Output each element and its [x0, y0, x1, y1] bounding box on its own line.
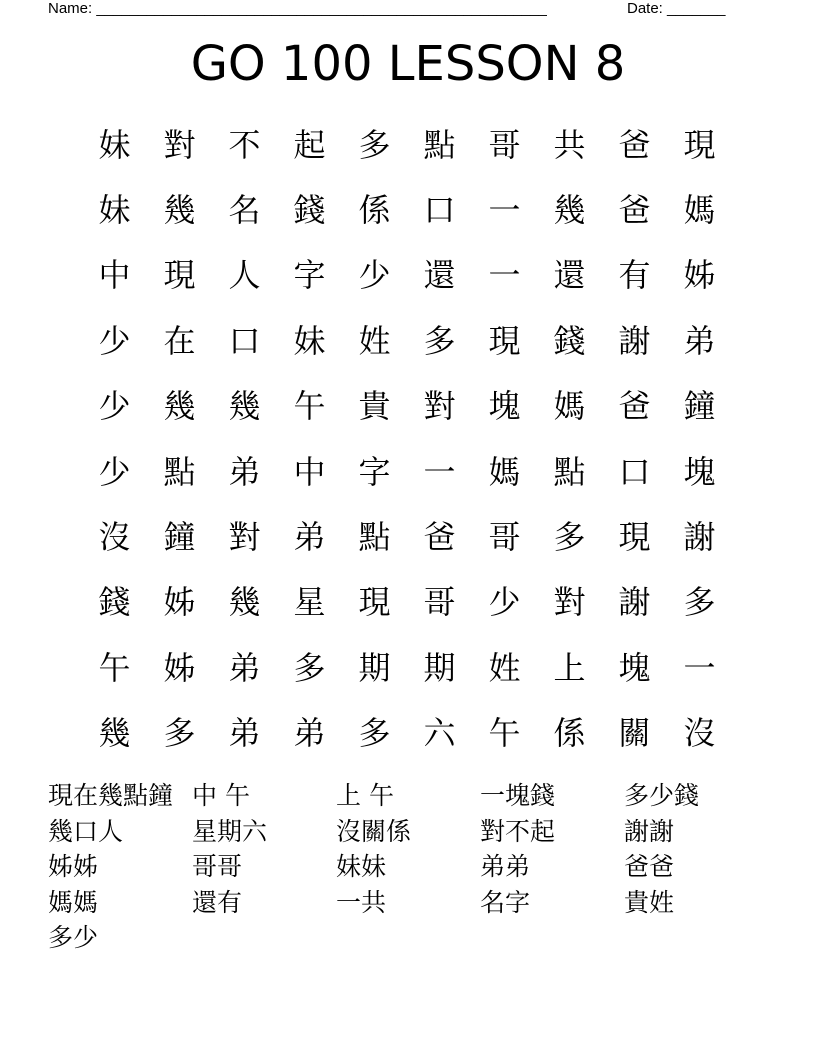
grid-cell: 謝	[618, 583, 651, 622]
word-list-item: 一共	[336, 887, 387, 917]
grid-cell: 弟	[228, 648, 261, 687]
grid-cell: 錢	[293, 191, 326, 230]
grid-cell: 弟	[293, 714, 326, 753]
grid-cell: 對	[163, 125, 196, 164]
word-list-item: 妹妹	[336, 852, 387, 882]
grid-cell: 錢	[98, 583, 131, 622]
grid-cell: 姓	[358, 321, 391, 360]
word-list	[48, 778, 768, 956]
grid-cell: 對	[553, 583, 586, 622]
grid-cell: 媽	[488, 452, 521, 491]
word-list-item: 現在幾點鐘	[48, 781, 174, 810]
grid-cell: 午	[488, 714, 521, 753]
grid-cell: 鐘	[163, 518, 196, 557]
grid-cell: 幾	[163, 191, 196, 230]
grid-cell: 字	[358, 452, 391, 491]
grid-cell: 姊	[683, 256, 716, 295]
grid-cell: 一	[423, 452, 456, 491]
word-list-item: 星期六	[192, 816, 268, 846]
date-field-label: Date: _______	[627, 0, 726, 17]
grid-cell: 口	[423, 191, 456, 230]
grid-cell: 現	[683, 125, 716, 164]
grid-cell: 錢	[553, 321, 586, 360]
grid-row	[82, 635, 732, 700]
grid-cell: 對	[228, 518, 261, 557]
word-list-item: 還有	[192, 887, 243, 917]
grid-cell: 媽	[683, 191, 716, 230]
grid-cell: 妹	[98, 125, 131, 164]
grid-cell: 午	[293, 387, 326, 426]
grid-cell: 人	[228, 256, 261, 295]
grid-cell: 沒	[683, 714, 716, 753]
grid-cell: 多	[358, 714, 391, 753]
grid-row	[82, 308, 732, 373]
grid-cell: 共	[553, 125, 586, 164]
word-list-item: 弟弟	[480, 852, 531, 882]
grid-cell: 關	[618, 714, 651, 753]
grid-cell: 中	[98, 256, 131, 295]
grid-cell: 少	[358, 256, 391, 295]
grid-row	[82, 243, 732, 308]
grid-cell: 多	[358, 125, 391, 164]
grid-cell: 中	[293, 452, 326, 491]
grid-cell: 係	[358, 191, 391, 230]
grid-cell: 午	[98, 648, 131, 687]
grid-cell: 爸	[423, 518, 456, 557]
grid-cell: 幾	[228, 583, 261, 622]
word-list-item: 名字	[480, 887, 531, 917]
word-list-item: 多少	[48, 923, 99, 953]
grid-cell: 姊	[163, 583, 196, 622]
grid-cell: 多	[553, 518, 586, 557]
grid-cell: 哥	[488, 125, 521, 164]
grid-cell: 爸	[618, 125, 651, 164]
grid-cell: 一	[488, 191, 521, 230]
grid-row	[82, 374, 732, 439]
grid-cell: 有	[618, 256, 651, 295]
grid-cell: 係	[553, 714, 586, 753]
word-search-grid	[82, 112, 732, 766]
grid-cell: 爸	[618, 387, 651, 426]
word-list-item: 姊姊	[48, 852, 99, 882]
grid-cell: 姊	[163, 648, 196, 687]
grid-cell: 少	[98, 452, 131, 491]
grid-cell: 上	[553, 648, 586, 687]
word-list-item: 媽媽	[48, 887, 99, 917]
word-list-item: 對不起	[480, 816, 556, 846]
grid-cell: 多	[293, 648, 326, 687]
grid-cell: 現	[163, 256, 196, 295]
grid-cell: 謝	[683, 518, 716, 557]
grid-row	[82, 112, 732, 177]
grid-cell: 妹	[293, 321, 326, 360]
grid-cell: 幾	[228, 387, 261, 426]
word-list-item: 多少錢	[624, 781, 700, 810]
grid-cell: 現	[488, 321, 521, 360]
grid-cell: 弟	[293, 518, 326, 557]
grid-cell: 少	[488, 583, 521, 622]
grid-cell: 多	[163, 714, 196, 753]
grid-cell: 姓	[488, 648, 521, 687]
word-list-item: 貴姓	[624, 887, 675, 917]
grid-cell: 貴	[358, 387, 391, 426]
grid-cell: 妹	[98, 191, 131, 230]
grid-cell: 沒	[98, 518, 131, 557]
grid-cell: 還	[553, 256, 586, 295]
grid-cell: 不	[228, 125, 261, 164]
header-line	[48, 0, 748, 20]
grid-row	[82, 701, 732, 766]
grid-cell: 鐘	[683, 387, 716, 426]
grid-cell: 口	[618, 452, 651, 491]
grid-cell: 起	[293, 125, 326, 164]
grid-cell: 還	[423, 256, 456, 295]
grid-cell: 現	[358, 583, 391, 622]
grid-cell: 哥	[423, 583, 456, 622]
grid-cell: 塊	[683, 452, 716, 491]
grid-cell: 點	[163, 452, 196, 491]
grid-cell: 名	[228, 191, 261, 230]
grid-cell: 弟	[228, 714, 261, 753]
grid-cell: 星	[293, 583, 326, 622]
word-list-item: 一塊錢	[480, 781, 556, 810]
grid-cell: 對	[423, 387, 456, 426]
grid-row	[82, 439, 732, 504]
grid-cell: 口	[228, 321, 261, 360]
word-list-item: 中 午	[192, 781, 250, 810]
grid-cell: 少	[98, 387, 131, 426]
grid-cell: 謝	[618, 321, 651, 360]
grid-cell: 多	[683, 583, 716, 622]
grid-cell: 期	[358, 648, 391, 687]
grid-cell: 字	[293, 256, 326, 295]
grid-cell: 現	[618, 518, 651, 557]
grid-row	[82, 570, 732, 635]
grid-cell: 點	[553, 452, 586, 491]
grid-cell: 點	[423, 125, 456, 164]
word-list-item: 幾口人	[48, 816, 124, 846]
grid-cell: 在	[163, 321, 196, 360]
grid-cell: 六	[423, 714, 456, 753]
grid-cell: 一	[683, 648, 716, 687]
grid-cell: 弟	[683, 321, 716, 360]
grid-cell: 期	[423, 648, 456, 687]
page-title: GO 100 LESSON 8	[190, 36, 626, 92]
grid-cell: 一	[488, 256, 521, 295]
grid-cell: 爸	[618, 191, 651, 230]
grid-cell: 點	[358, 518, 391, 557]
word-list-item: 上 午	[336, 781, 394, 810]
grid-cell: 媽	[553, 387, 586, 426]
grid-row	[82, 504, 732, 569]
word-list-item: 爸爸	[624, 852, 675, 882]
grid-cell: 多	[423, 321, 456, 360]
word-list-item: 哥哥	[192, 852, 243, 882]
grid-cell: 塊	[488, 387, 521, 426]
grid-cell: 哥	[488, 518, 521, 557]
grid-cell: 幾	[553, 191, 586, 230]
grid-row	[82, 177, 732, 242]
grid-cell: 弟	[228, 452, 261, 491]
word-list-item: 沒關係	[336, 816, 412, 846]
word-list-item: 謝謝	[624, 816, 675, 846]
name-field-label: Name: ______________________________________________________	[48, 0, 547, 17]
grid-cell: 幾	[163, 387, 196, 426]
grid-cell: 幾	[98, 714, 131, 753]
grid-cell: 少	[98, 321, 131, 360]
grid-cell: 塊	[618, 648, 651, 687]
